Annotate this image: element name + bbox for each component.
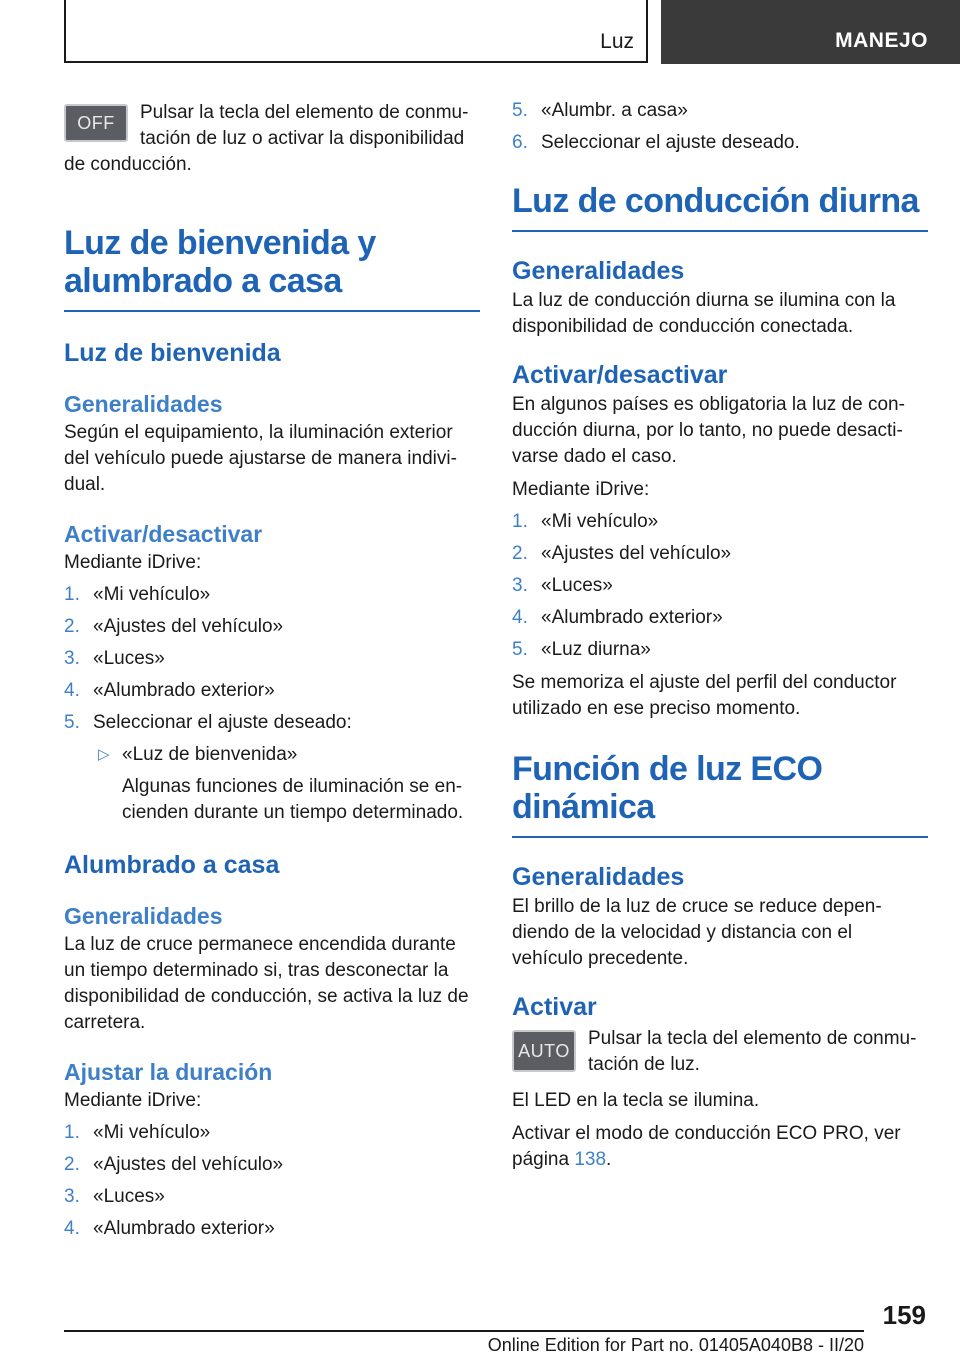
chapter-tab[interactable] — [661, 0, 960, 64]
drl-general-text: La luz de conducción diurna se ilumina con la disponibilidad de conducción conectada. — [512, 290, 896, 337]
list-item: 2. «Ajustes del vehículo» — [512, 543, 732, 564]
header-frame — [64, 0, 648, 63]
footer-divider — [64, 1330, 864, 1332]
welcome-light-heading: Luz de bienvenida — [64, 339, 281, 367]
home-general-heading: Generalidades — [64, 903, 223, 929]
triangle-bullet-icon: ▷ — [98, 746, 110, 763]
eco-key-block — [512, 1026, 928, 1078]
welcome-home-heading: Luz de bienvenida y alumbrado a casa — [64, 224, 480, 312]
right-column — [512, 98, 928, 1173]
eco-key-text: Pulsar la tecla del elemento de conmutación de luz. — [588, 1028, 917, 1075]
drl-note: Se memoriza el ajuste del perfil del conductor utilizado en ese preciso momento. — [512, 672, 897, 719]
duration-heading: Ajustar la duración — [64, 1059, 273, 1085]
welcome-general-heading: Generalidades — [64, 391, 223, 417]
off-key-icon: OFF — [64, 104, 128, 142]
intro-text: Pulsar la tecla del elemento de conmutación de luz o activar la disponibilidad de conducción. — [64, 102, 469, 175]
list-item: 2. «Ajustes del vehículo» — [64, 1154, 284, 1175]
home-general-text: La luz de cruce permanece encendida durante un tiempo determinado si, tras desconectar la disponibilidad de conducción, se activa la luz de carretera. — [64, 934, 469, 1033]
list-item: 1. «Mi vehículo» — [64, 1122, 211, 1143]
home-light-heading: Alumbrado a casa — [64, 851, 280, 879]
list-item: 6. Seleccionar el ajuste deseado. — [512, 132, 800, 153]
auto-key-icon: AUTO — [512, 1030, 576, 1072]
eco-activate-heading: Activar — [512, 993, 597, 1021]
duration-idrive-text: Mediante iDrive: — [64, 1090, 202, 1111]
drl-steps — [512, 509, 928, 663]
drl-heading: Luz de conducción diurna — [512, 182, 928, 232]
list-item: 3. «Luces» — [512, 575, 613, 596]
footer-edition: Online Edition for Part no. 01405A040B8 - II/20 — [487, 1335, 864, 1355]
chapter-tab-label: MANEJO — [835, 29, 928, 52]
list-item: 1. «Mi vehículo» — [512, 511, 659, 532]
eco-general-heading: Generalidades — [512, 863, 685, 891]
list-item: 3. «Luces» — [64, 1186, 165, 1207]
duration-steps — [64, 1120, 480, 1242]
welcome-idrive-text: Mediante iDrive: — [64, 552, 202, 573]
page-number: 159 — [882, 1300, 926, 1330]
eco-pro-text: Activar el modo de conducción ECO PRO, ver página 138. — [512, 1123, 901, 1170]
list-item: 5. «Luz diurna» — [512, 639, 651, 660]
welcome-steps — [64, 582, 480, 736]
section-title: Luz — [600, 30, 634, 53]
drl-activate-text: En algunos países es obligatoria la luz de conducción diurna, por lo tanto, no puede desactivarse dado el caso. — [512, 394, 905, 467]
list-item: 4. «Alumbrado exterior» — [64, 1218, 275, 1239]
list-item: 5. «Alumbr. a casa» — [512, 100, 688, 121]
list-item: 5. Seleccionar el ajuste deseado: — [64, 712, 352, 733]
eco-general-text: El brillo de la luz de cruce se reduce dependiendo de la velocidad y distancia con el vehículo precedente. — [512, 896, 882, 969]
list-item: 3. «Luces» — [64, 648, 165, 669]
welcome-activate-heading: Activar/desactivar — [64, 521, 263, 547]
list-item: 4. «Alumbrado exterior» — [64, 680, 275, 701]
sub-list-item: ▷ «Luz de bienvenida» — [64, 742, 480, 768]
list-item: 1. «Mi vehículo» — [64, 584, 211, 605]
eco-heading: Función de luz ECO dinámica — [512, 750, 928, 838]
sub-item-description: Algunas funciones de iluminación se encienden durante un tiempo determinado. — [122, 776, 464, 823]
drl-idrive-text: Mediante iDrive: — [512, 479, 650, 500]
continued-steps — [512, 98, 928, 156]
welcome-general-text: Según el equipamiento, la iluminación exterior del vehículo puede ajustarse de manera individual. — [64, 422, 457, 495]
left-column — [64, 100, 480, 1242]
page-link[interactable]: 138 — [574, 1149, 607, 1170]
list-item: 4. «Alumbrado exterior» — [512, 607, 723, 628]
eco-led-text: El LED en la tecla se ilumina. — [512, 1090, 760, 1111]
intro-block — [64, 100, 480, 178]
drl-activate-heading: Activar/desactivar — [512, 361, 728, 389]
list-item: 2. «Ajustes del vehículo» — [64, 616, 284, 637]
drl-general-heading: Generalidades — [512, 257, 685, 285]
